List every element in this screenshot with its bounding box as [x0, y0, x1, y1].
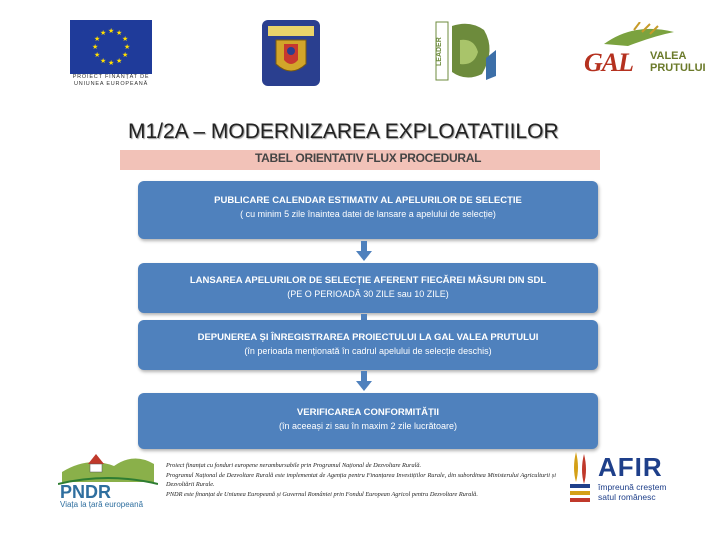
footer-line-1: Proiect finanțat cu fonduri europene nerambursabile prin Programul Național de Dezvoltare Rurală.	[166, 462, 422, 469]
subtitle: TABEL ORIENTATIV FLUX PROCEDURAL	[255, 151, 482, 165]
svg-text:★: ★	[108, 59, 115, 67]
afir-slogan-line1: împreună creștem	[598, 482, 667, 492]
afir-slogan-line2: satul românesc	[598, 492, 656, 502]
eu-flag-logo	[70, 20, 152, 74]
flow-step-4-detail: (în aceeași zi sau în maxim 2 zile lucrătoare)	[278, 421, 458, 431]
flow-step-2-detail: (PE O PERIOADĂ 30 ZILE sau 10 ZILE)	[287, 289, 449, 299]
flow-step-3-title: DEPUNEREA ȘI ÎNREGISTRAREA PROIECTULUI LA GAL VALEA PRUTULUI	[197, 332, 539, 343]
eu-caption-line2: UNIUNEA EUROPEANĂ	[73, 81, 149, 87]
flow-step-4	[138, 393, 598, 449]
eu-caption-line1: PROIECT FINANȚAT DE	[72, 74, 150, 80]
pndr-slogan: Viața la țară europeană	[60, 500, 144, 509]
gal-valea: VALEA	[650, 50, 687, 62]
gal-text: GAL	[584, 48, 633, 77]
footer-funding-text	[166, 461, 556, 499]
flow-step-1-title: PUBLICARE CALENDAR ESTIMATIV AL APELURILOR DE SELECȚIE	[214, 195, 522, 206]
leader-text: LEADER	[436, 37, 443, 67]
afir-text: AFIR	[598, 452, 663, 482]
svg-text:★: ★	[100, 57, 107, 65]
flow-step-3-detail: (în perioada menționată în cadrul apelului de selecție deschis)	[244, 346, 492, 356]
svg-text:★: ★	[108, 27, 115, 35]
romania-coat-of-arms-logo	[260, 18, 322, 88]
svg-text:★: ★	[116, 29, 123, 37]
pndr-text: PNDR	[60, 482, 112, 502]
svg-text:★: ★	[124, 43, 131, 51]
flow-step-4-title: VERIFICAREA CONFORMITĂȚII	[296, 407, 440, 418]
footer-line-3: PNDR este finanțat de Uniunea Europeană și Guvernul României prin Fondul European Agricol pentru Dezvoltare Rurală.	[166, 490, 478, 498]
leader-logo	[430, 20, 500, 84]
eu-caption	[64, 74, 158, 88]
down-arrow-icon	[356, 241, 372, 261]
svg-text:★: ★	[94, 35, 101, 43]
svg-text:★: ★	[116, 57, 123, 65]
svg-text:★: ★	[122, 35, 129, 43]
afir-logo	[566, 448, 686, 508]
svg-text:★: ★	[100, 29, 107, 37]
svg-text:★: ★	[94, 51, 101, 59]
svg-text:★: ★	[122, 51, 129, 59]
page-title: M1/2A – MODERNIZAREA EXPLOATATIILOR	[128, 120, 559, 143]
flow-step-3	[138, 320, 598, 370]
flow-step-1	[138, 181, 598, 239]
down-arrow-icon	[356, 371, 372, 391]
flow-step-2-title: LANSAREA APELURILOR DE SELECȚIE AFERENT FIECĂREI MĂSURI DIN SDL	[189, 275, 547, 286]
svg-text:★: ★	[92, 43, 99, 51]
pndr-logo	[58, 442, 158, 512]
afir-slogan	[598, 482, 667, 502]
flow-step-2	[138, 263, 598, 313]
footer-line-2: Programul Național de Dezvoltare Rurală este implementat de Agenția pentru Finanțarea Investițiilor Rurale, din subordinea Ministerului Agriculturii și Dezvoltării Rurale.	[166, 471, 556, 488]
gal-valea-prutului-text	[650, 50, 706, 74]
gal-prutului: PRUTULUI	[650, 62, 706, 74]
flow-step-1-detail: ( cu minim 5 zile înaintea datei de lansare a apelului de selecție)	[240, 209, 496, 219]
